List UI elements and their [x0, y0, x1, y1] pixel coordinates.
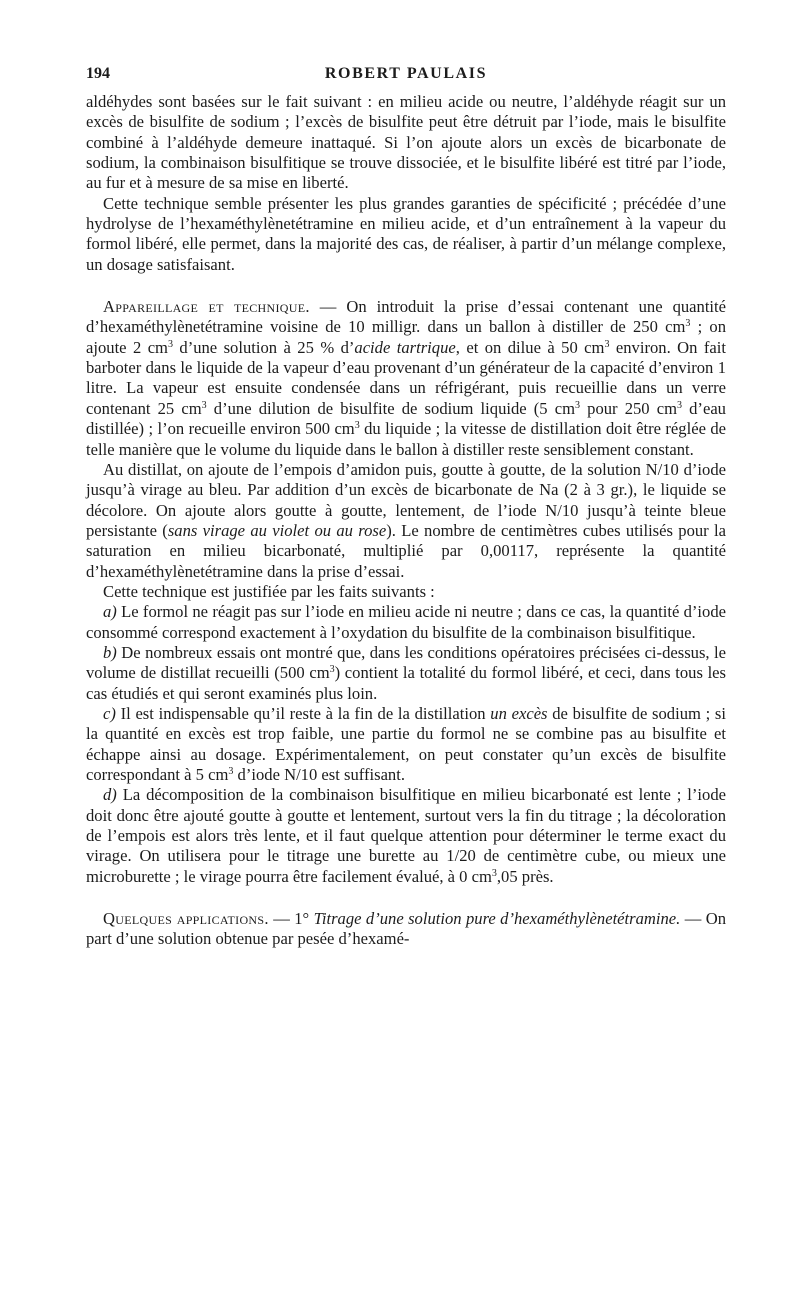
point-b-label: b): [103, 642, 117, 662]
apparatus-text-2: ; on ajoute 2 cm: [86, 317, 726, 357]
section-heading-applications: Quelques applications.: [103, 909, 269, 929]
apparatus-italic-acid: acide tartrique: [354, 337, 456, 357]
applications-text-2: — On part d’une solution obtenue par pesée d’hexamé-: [86, 909, 727, 949]
document-page: [86, 64, 726, 950]
running-title: ROBERT PAULAIS: [324, 65, 488, 82]
point-c-italic: un excès: [490, 703, 548, 723]
paragraph-distillate: [86, 460, 726, 582]
distillate-italic: sans virage au violet ou au rose: [167, 520, 387, 540]
point-b-text-2: ) contient la totalité du formol libéré, et ceci, dans tous les cas étudiés et qui seront examinés plus loin.: [86, 663, 726, 703]
paragraph-justification: [86, 582, 726, 602]
apparatus-text-5: environ. On fait barboter dans le liquide de la vapeur d’eau provenant d’un générateur de la capacité d’environ 1 litre. La vapeur est ensuite condensée dans un réfrigérant, puis recueillie dans un verre contenant 25 cm: [86, 337, 726, 418]
paragraph-point-b: [86, 643, 726, 704]
apparatus-text-4: , et on dilue à 50 cm: [455, 337, 605, 357]
superscript: 3: [604, 338, 610, 350]
heading-dash: —: [309, 297, 347, 317]
point-c-label: c): [103, 703, 116, 723]
superscript: 3: [354, 420, 360, 432]
apparatus-text-6: d’une dilution de bisulfite de sodium liquide (5 cm: [206, 398, 576, 418]
superscript: 3: [685, 318, 691, 330]
section-gap: [86, 887, 726, 909]
distillate-text-1: Au distillat, on ajoute de l’empois d’amidon puis, goutte à goutte, de la solution N/10 d’iode jusqu’à virage au bleu. Par addition d’un excès de bicarbonate de Na (2 à 3 gr.), le liquide se décolore. On ajoute alors goutte à goutte, lentement, de l’iode N/10 jusqu’à teinte bleue persistante (: [86, 459, 726, 540]
justification-text: Cette technique est justifiée par les faits suivants :: [103, 581, 435, 601]
paragraph-point-d: [86, 785, 726, 887]
superscript: 3: [201, 399, 207, 411]
paragraph-specificity: [86, 194, 726, 275]
page-header: [86, 64, 726, 86]
superscript: 3: [167, 338, 173, 350]
heading-dash: —: [268, 909, 295, 929]
paragraph-principle: aldéhydes sont basées sur le fait suivant : en milieu acide ou neutre, l’aldéhyde réagit sur un excès de bisulfite de sodium ; l’excès de bisulfite peut être détruit par l’iode, mais le bisulfite combiné à l’aldéhyde demeure inattaqué. Si l’on ajoute alors un excès de bicarbonate de sodium, la combinaison bisulfitique se trouve dissociée, et le bisulfite libéré est titré par l’iode, au fur et à mesure de sa mise en liberté.: [86, 92, 726, 193]
superscript: 3: [228, 766, 234, 777]
paragraph-apparatus: [86, 297, 726, 460]
apparatus-text-7: pour 250 cm: [580, 398, 677, 418]
apparatus-text-1: On introduit la prise d’essai contenant une quantité d’hexaméthylènetétramine voisine de 10 milligr. dans un ballon à distiller de 250 cm: [86, 297, 727, 337]
section-gap: [86, 275, 726, 297]
apparatus-text-8: d’eau distillée) ; l’on recueille environ 500 cm: [86, 398, 726, 439]
superscript: 3: [677, 399, 682, 411]
point-d-label: d): [103, 785, 117, 805]
paragraph-point-c: [86, 704, 726, 785]
point-a-label: a): [103, 602, 117, 622]
superscript: 3: [491, 867, 497, 879]
apparatus-text-9: du liquide ; la vitesse de distillation doit être réglée de telle manière que le volume du liquide dans le ballon à distiller reste sensiblement constant.: [86, 419, 726, 459]
point-c-text-1: Il est indispensable qu’il reste à la fin de la distillation: [115, 703, 491, 723]
superscript: 3: [575, 399, 581, 411]
applications-text-1: 1°: [294, 909, 314, 929]
point-b-text-1: De nombreux essais ont montré que, dans les conditions opératoires précisées ci-dessus, le volume de distillat recueilli (500 cm: [86, 642, 726, 683]
superscript: 3: [329, 664, 335, 676]
applications-italic-title: Titrage d’une solution pure d’hexaméthylènetétramine.: [313, 909, 681, 929]
paragraph-point-a: [86, 602, 726, 643]
section-heading-apparatus: Appareillage et technique.: [103, 297, 310, 317]
paragraph-applications: [86, 909, 726, 950]
point-d-text-1: La décomposition de la combinaison bisulfitique en milieu bicarbonaté est lente ; l’iode doit donc être ajouté goutte à goutte et lentement, surtout vers la fin du titrage ; la décoloration de l’empois est alors très lente, et il faut quelque attention pour déterminer le terme exact du virage. On utilisera pour le titrage une burette au 1/20 de centimètre cube, ou mieux une microburette ; le virage pourra être facilement évalué, à 0 cm: [86, 785, 726, 886]
apparatus-text-3: d’une solution à 25 % d’: [172, 337, 355, 357]
distillate-text-2: ). Le nombre de centimètres cubes utilisés pour la saturation en milieu bicarbonaté, multiplié par 0,00117, représente la quantité d’hexaméthylènetétramine dans la prise d’essai.: [86, 520, 726, 581]
point-c-text-3: d’iode N/10 est suffisant.: [233, 765, 405, 784]
point-d-text-2: ,05 près.: [496, 866, 554, 886]
paragraph-specificity-text: Cette technique semble présenter les plus grandes garanties de spécificité ; précédée d’une hydrolyse de l’hexaméthylènetétramine en milieu acide, et d’un entraînement à la vapeur du formol libéré, elle permet, dans la majorité des cas, de réaliser, à partir d’un mélange complexe, un dosage satisfaisant.: [86, 193, 726, 274]
point-a-text: Le formol ne réagit pas sur l’iode en milieu acide ni neutre ; dans ce cas, la quantité d’iode consommé correspond exactement à l’oxydation du bisulfite de la combinaison bisulfitique.: [86, 602, 726, 642]
point-c-text-2: de bisulfite de sodium ; si la quantité en excès est trop faible, une partie du formol ne se combine pas au bisulfite et échappe ainsi au dosage. Expérimentalement, on peut constater qu’un excès de bisulfite correspondant à 5 cm: [86, 703, 726, 784]
page-number: 194: [86, 65, 110, 82]
